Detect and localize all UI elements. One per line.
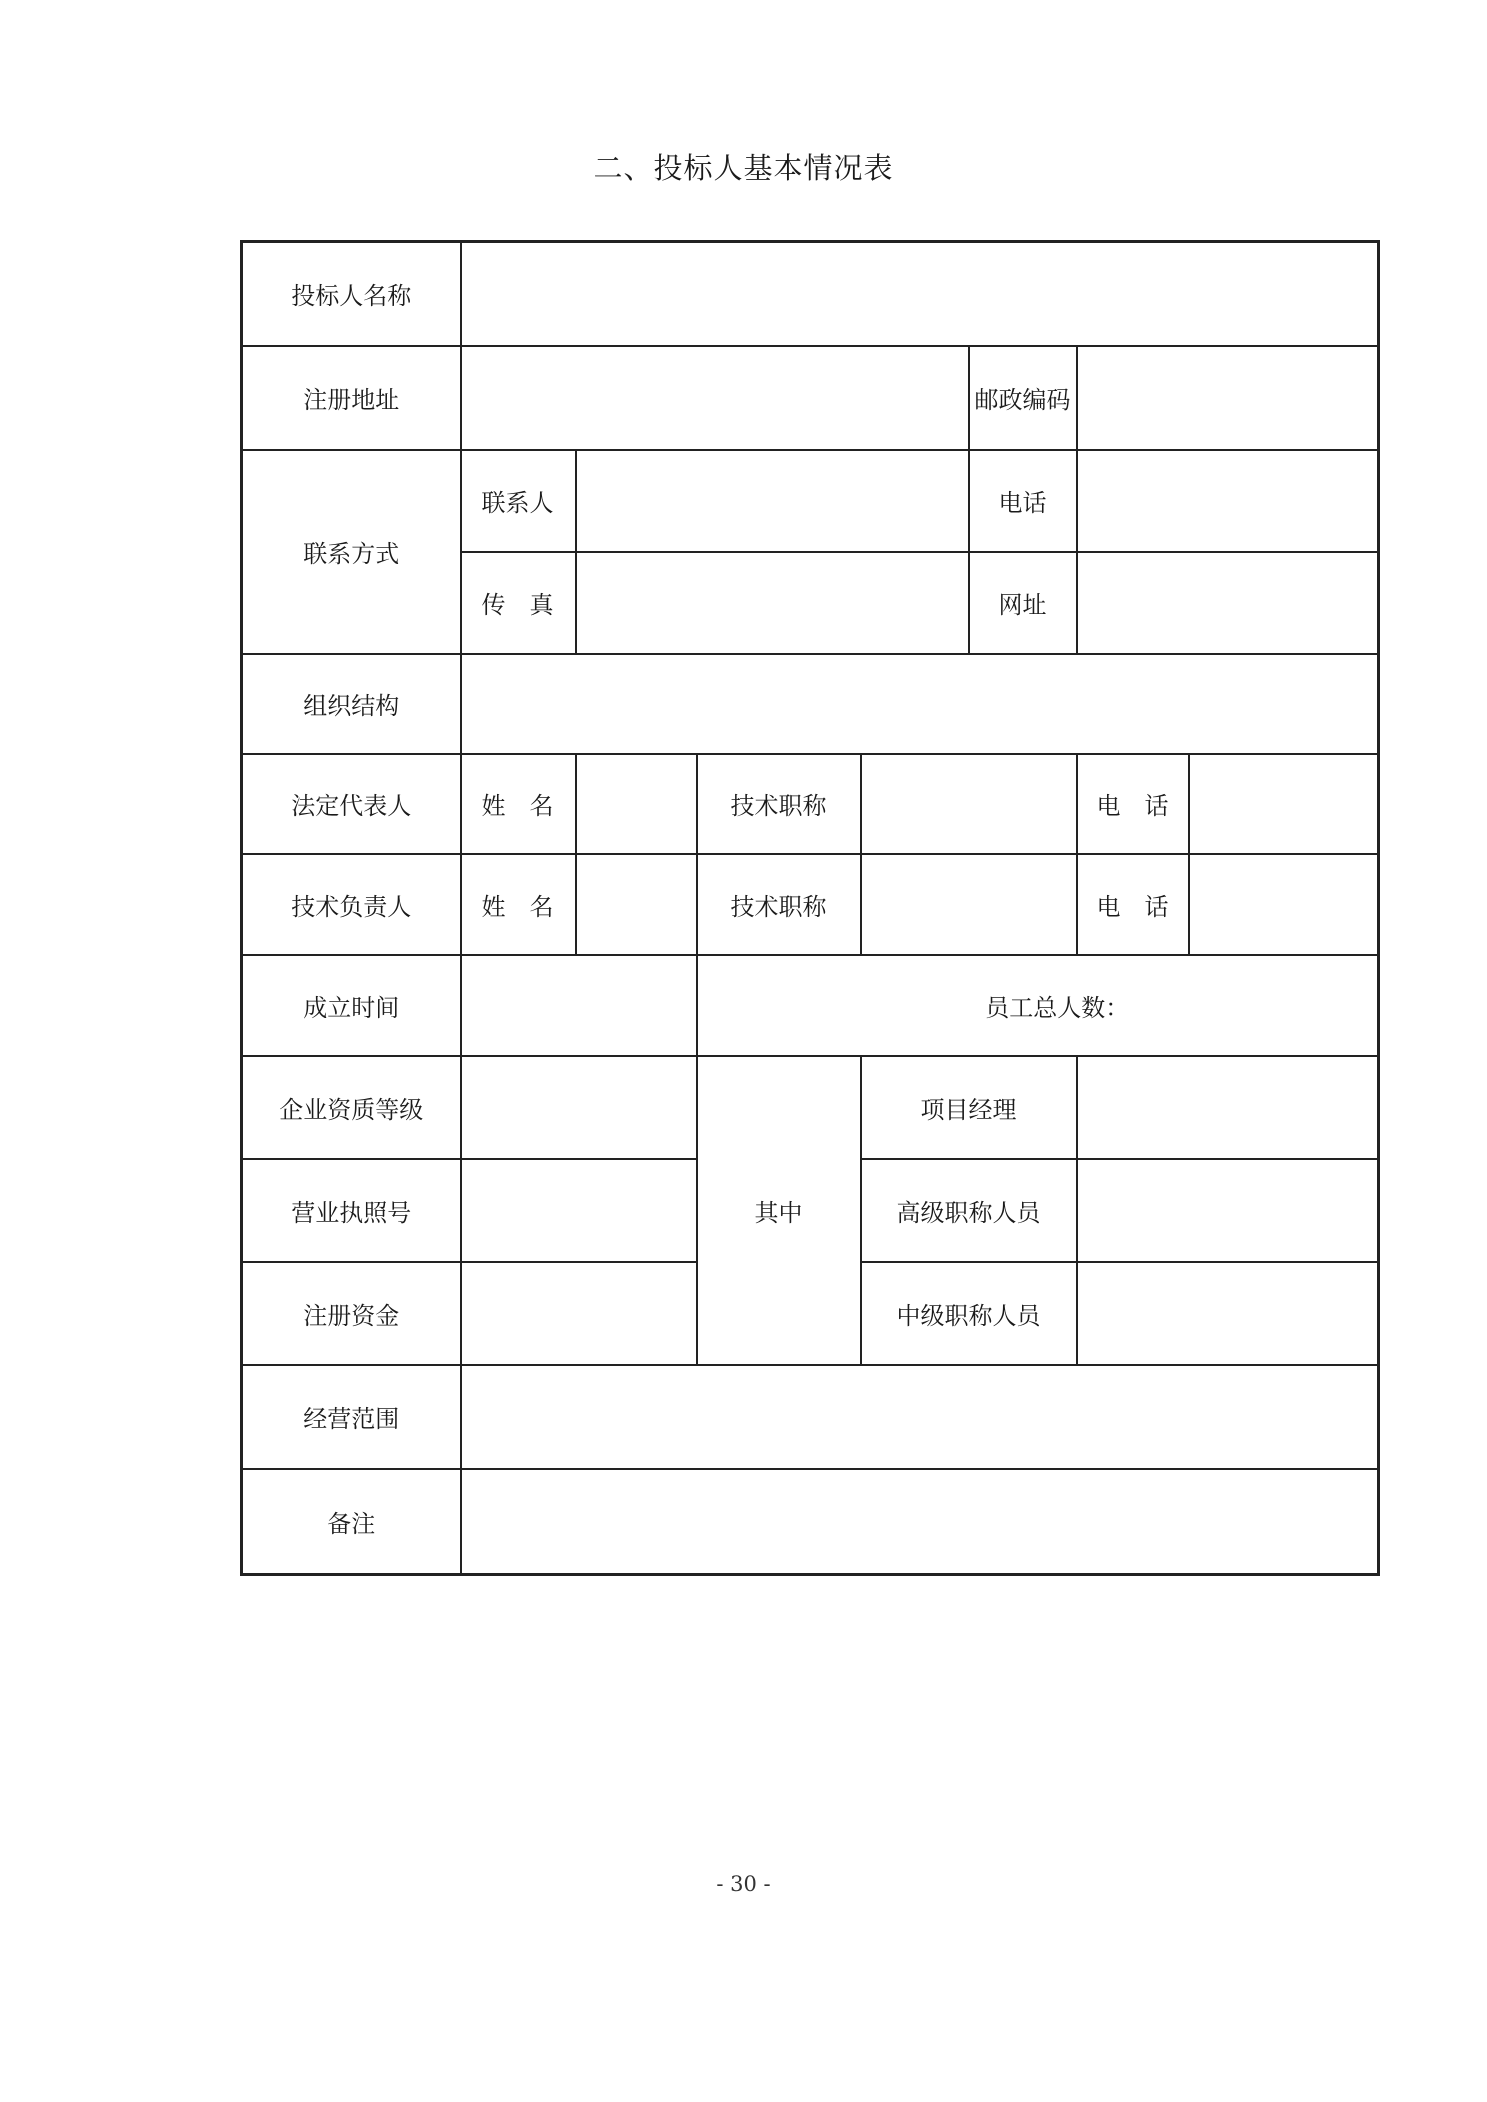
reg-capital-field[interactable] — [461, 1262, 697, 1365]
legal-rep-title-label: 技术职称 — [697, 754, 861, 854]
contact-person-field[interactable] — [576, 450, 969, 552]
staff-total-label: 员工总人数： — [697, 955, 1379, 1056]
row-legal-rep — [242, 754, 1379, 854]
row-established — [242, 955, 1379, 1056]
legal-rep-name-field[interactable] — [576, 754, 697, 854]
website-field[interactable] — [1077, 552, 1379, 654]
project-manager-label: 项目经理 — [861, 1056, 1077, 1159]
fax-label: 传 真 — [461, 552, 576, 654]
project-manager-field[interactable] — [1077, 1056, 1379, 1159]
business-scope-field[interactable] — [461, 1365, 1379, 1469]
row-business-scope — [242, 1365, 1379, 1469]
fax-field[interactable] — [576, 552, 969, 654]
org-structure-label: 组织结构 — [242, 654, 461, 754]
qualification-label: 企业资质等级 — [242, 1056, 461, 1159]
senior-title-label: 高级职称人员 — [861, 1159, 1077, 1262]
bidder-info-table — [240, 240, 1380, 1576]
remarks-field[interactable] — [461, 1469, 1379, 1575]
postal-code-field[interactable] — [1077, 346, 1379, 450]
qualification-field[interactable] — [461, 1056, 697, 1159]
bidder-name-field[interactable] — [461, 242, 1379, 346]
tech-lead-name-field[interactable] — [576, 854, 697, 955]
legal-rep-name-label: 姓 名 — [461, 754, 576, 854]
row-reg-address — [242, 346, 1379, 450]
senior-title-field[interactable] — [1077, 1159, 1379, 1262]
legal-rep-label: 法定代表人 — [242, 754, 461, 854]
contact-method-label: 联系方式 — [242, 450, 461, 654]
mid-title-field[interactable] — [1077, 1262, 1379, 1365]
legal-rep-title-field[interactable] — [861, 754, 1077, 854]
row-remarks — [242, 1469, 1379, 1575]
org-structure-field[interactable] — [461, 654, 1379, 754]
contact-phone-field[interactable] — [1077, 450, 1379, 552]
website-label: 网址 — [969, 552, 1077, 654]
postal-code-label: 邮政编码 — [969, 346, 1077, 450]
business-scope-label: 经营范围 — [242, 1365, 461, 1469]
contact-phone-label: 电话 — [969, 450, 1077, 552]
remarks-label: 备注 — [242, 1469, 461, 1575]
legal-rep-phone-label: 电 话 — [1077, 754, 1189, 854]
row-org-structure — [242, 654, 1379, 754]
tech-lead-name-label: 姓 名 — [461, 854, 576, 955]
reg-address-label: 注册地址 — [242, 346, 461, 450]
row-bidder-name — [242, 242, 1379, 346]
reg-address-field[interactable] — [461, 346, 969, 450]
row-qualification — [242, 1056, 1379, 1159]
established-label: 成立时间 — [242, 955, 461, 1056]
tech-lead-phone-label: 电 话 — [1077, 854, 1189, 955]
among-label: 其中 — [697, 1056, 861, 1365]
established-field[interactable] — [461, 955, 697, 1056]
contact-person-label: 联系人 — [461, 450, 576, 552]
license-no-label: 营业执照号 — [242, 1159, 461, 1262]
page-title: 二、投标人基本情况表 — [593, 151, 894, 185]
tech-lead-title-field[interactable] — [861, 854, 1077, 955]
mid-title-label: 中级职称人员 — [861, 1262, 1077, 1365]
row-contact-1 — [242, 450, 1379, 552]
bidder-name-label: 投标人名称 — [242, 242, 461, 346]
tech-lead-label: 技术负责人 — [242, 854, 461, 955]
tech-lead-phone-field[interactable] — [1189, 854, 1379, 955]
license-no-field[interactable] — [461, 1159, 697, 1262]
legal-rep-phone-field[interactable] — [1189, 754, 1379, 854]
row-tech-lead — [242, 854, 1379, 955]
reg-capital-label: 注册资金 — [242, 1262, 461, 1365]
page-number: - 30 - — [716, 1872, 771, 1896]
tech-lead-title-label: 技术职称 — [697, 854, 861, 955]
